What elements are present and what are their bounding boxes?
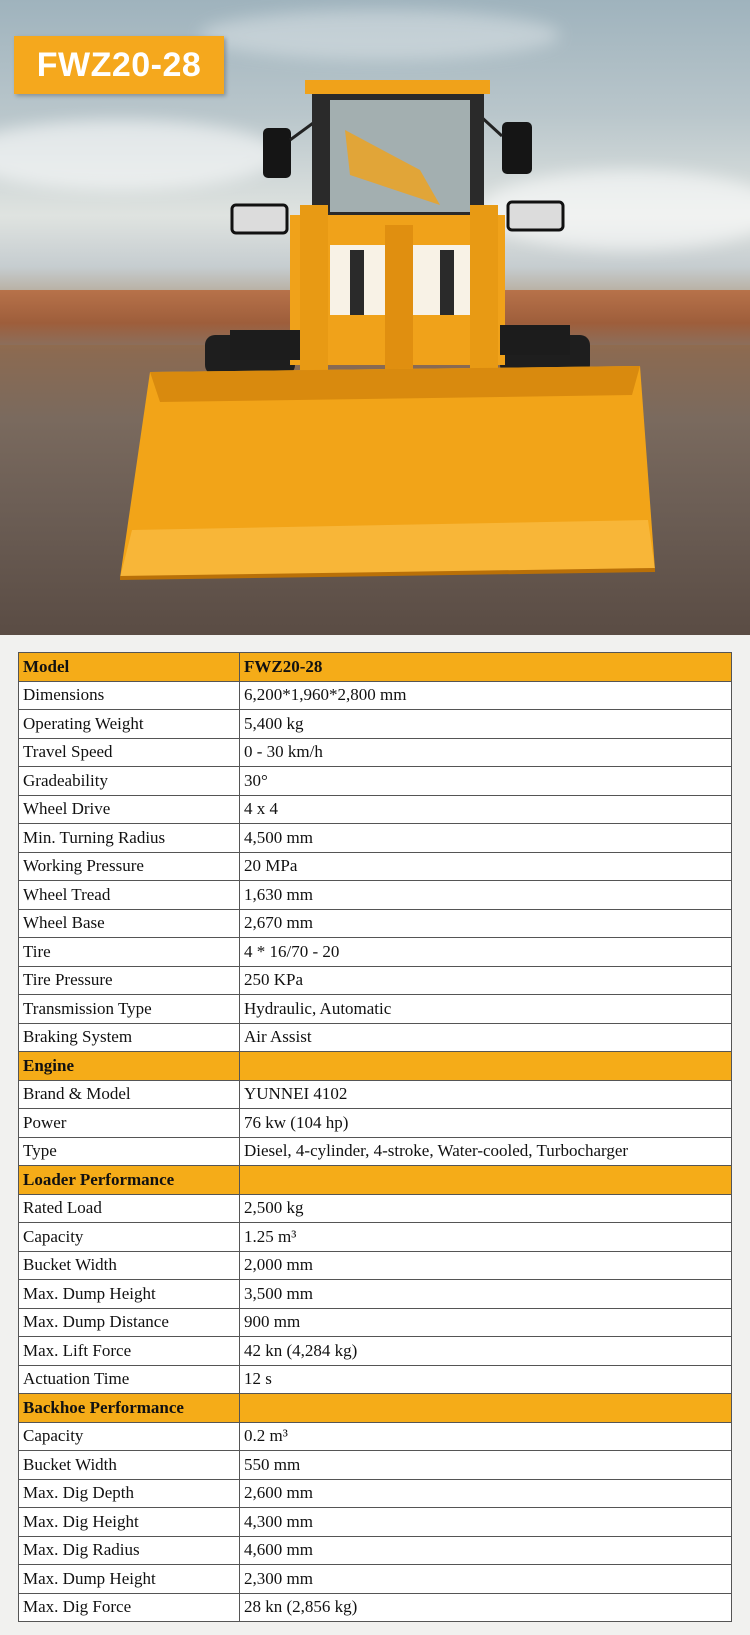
spec-row bbox=[19, 710, 732, 739]
spec-value bbox=[240, 1394, 732, 1423]
spec-row bbox=[19, 1194, 732, 1223]
spec-value: 0 - 30 km/h bbox=[240, 738, 732, 767]
cab-roof bbox=[305, 80, 490, 94]
spec-label: Model bbox=[19, 653, 240, 682]
spec-value bbox=[240, 1166, 732, 1195]
spec-row bbox=[19, 852, 732, 881]
spec-row bbox=[19, 824, 732, 853]
spec-value: 4,600 mm bbox=[240, 1536, 732, 1565]
spec-label: Wheel Tread bbox=[19, 881, 240, 910]
center-link bbox=[385, 225, 413, 370]
spec-value: 0.2 m³ bbox=[240, 1422, 732, 1451]
spec-row bbox=[19, 1280, 732, 1309]
spec-value: 4,500 mm bbox=[240, 824, 732, 853]
spec-value: FWZ20-28 bbox=[240, 653, 732, 682]
spec-row bbox=[19, 681, 732, 710]
spec-value: Diesel, 4-cylinder, 4-stroke, Water-cooled, Turbocharger bbox=[240, 1137, 732, 1166]
spec-value: 550 mm bbox=[240, 1451, 732, 1480]
right-headlight bbox=[508, 202, 563, 230]
spec-value: 4 x 4 bbox=[240, 795, 732, 824]
spec-row bbox=[19, 1251, 732, 1280]
spec-row bbox=[19, 1308, 732, 1337]
spec-table-container bbox=[18, 652, 731, 1622]
spec-label: Min. Turning Radius bbox=[19, 824, 240, 853]
spec-row bbox=[19, 1137, 732, 1166]
spec-value: 2,000 mm bbox=[240, 1251, 732, 1280]
spec-row bbox=[19, 966, 732, 995]
section-title: Loader Performance bbox=[19, 1166, 240, 1195]
spec-label: Max. Lift Force bbox=[19, 1337, 240, 1366]
spec-label: Type bbox=[19, 1137, 240, 1166]
left-mirror bbox=[263, 128, 291, 178]
spec-value: 900 mm bbox=[240, 1308, 732, 1337]
spec-label: Rated Load bbox=[19, 1194, 240, 1223]
spec-value: 42 kn (4,284 kg) bbox=[240, 1337, 732, 1366]
spec-row bbox=[19, 1337, 732, 1366]
section-title: Backhoe Performance bbox=[19, 1394, 240, 1423]
spec-label: Max. Dig Depth bbox=[19, 1479, 240, 1508]
spec-label: Gradeability bbox=[19, 767, 240, 796]
spec-value: YUNNEI 4102 bbox=[240, 1080, 732, 1109]
spec-value: 20 MPa bbox=[240, 852, 732, 881]
spec-row bbox=[19, 909, 732, 938]
spec-label: Bucket Width bbox=[19, 1451, 240, 1480]
spec-row bbox=[19, 1023, 732, 1052]
spec-label: Operating Weight bbox=[19, 710, 240, 739]
spec-label: Power bbox=[19, 1109, 240, 1138]
spec-value: 30° bbox=[240, 767, 732, 796]
spec-value: 12 s bbox=[240, 1365, 732, 1394]
spec-value: Air Assist bbox=[240, 1023, 732, 1052]
spec-value: 3,500 mm bbox=[240, 1280, 732, 1309]
spec-label: Capacity bbox=[19, 1223, 240, 1252]
spec-label: Transmission Type bbox=[19, 995, 240, 1024]
spec-value: 6,200*1,960*2,800 mm bbox=[240, 681, 732, 710]
spec-row bbox=[19, 1080, 732, 1109]
spec-row bbox=[19, 1565, 732, 1594]
lift-arm-left bbox=[300, 205, 328, 370]
spec-label: Wheel Base bbox=[19, 909, 240, 938]
spec-row bbox=[19, 1223, 732, 1252]
spec-label: Brand & Model bbox=[19, 1080, 240, 1109]
spec-value: 2,670 mm bbox=[240, 909, 732, 938]
spec-label: Max. Dump Height bbox=[19, 1565, 240, 1594]
spec-label: Tire Pressure bbox=[19, 966, 240, 995]
section-title: Engine bbox=[19, 1052, 240, 1081]
spec-value: 76 kw (104 hp) bbox=[240, 1109, 732, 1138]
spec-value: 2,300 mm bbox=[240, 1565, 732, 1594]
spec-row bbox=[19, 795, 732, 824]
lift-arm-right bbox=[470, 205, 498, 370]
wheel-loader-illustration bbox=[0, 0, 750, 635]
spec-label: Max. Dump Distance bbox=[19, 1308, 240, 1337]
spec-header-row bbox=[19, 653, 732, 682]
spec-row bbox=[19, 881, 732, 910]
spec-value: Hydraulic, Automatic bbox=[240, 995, 732, 1024]
spec-row bbox=[19, 1451, 732, 1480]
spec-row bbox=[19, 1422, 732, 1451]
spec-label: Max. Dump Height bbox=[19, 1280, 240, 1309]
spec-row bbox=[19, 1536, 732, 1565]
spec-section-row bbox=[19, 1166, 732, 1195]
spec-label: Braking System bbox=[19, 1023, 240, 1052]
spec-table-body bbox=[19, 653, 732, 1622]
spec-label: Capacity bbox=[19, 1422, 240, 1451]
spec-label: Max. Dig Radius bbox=[19, 1536, 240, 1565]
spec-row bbox=[19, 1365, 732, 1394]
spec-label: Tire bbox=[19, 938, 240, 967]
spec-value: 4,300 mm bbox=[240, 1508, 732, 1537]
spec-label: Working Pressure bbox=[19, 852, 240, 881]
spec-row bbox=[19, 1479, 732, 1508]
spec-value: 2,500 kg bbox=[240, 1194, 732, 1223]
model-title-badge: FWZ20-28 bbox=[14, 36, 224, 94]
spec-label: Max. Dig Force bbox=[19, 1593, 240, 1622]
spec-value: 5,400 kg bbox=[240, 710, 732, 739]
spec-section-row bbox=[19, 1052, 732, 1081]
spec-row bbox=[19, 767, 732, 796]
spec-row bbox=[19, 1508, 732, 1537]
spec-section-row bbox=[19, 1394, 732, 1423]
spec-label: Bucket Width bbox=[19, 1251, 240, 1280]
left-headlight bbox=[232, 205, 287, 233]
spec-label: Dimensions bbox=[19, 681, 240, 710]
spec-table bbox=[18, 652, 732, 1622]
spec-row bbox=[19, 995, 732, 1024]
spec-value: 1.25 m³ bbox=[240, 1223, 732, 1252]
spec-row bbox=[19, 1109, 732, 1138]
spec-value: 1,630 mm bbox=[240, 881, 732, 910]
spec-value: 2,600 mm bbox=[240, 1479, 732, 1508]
spec-value: 28 kn (2,856 kg) bbox=[240, 1593, 732, 1622]
spec-row bbox=[19, 938, 732, 967]
spec-label: Max. Dig Height bbox=[19, 1508, 240, 1537]
spec-row bbox=[19, 1593, 732, 1622]
spec-label: Wheel Drive bbox=[19, 795, 240, 824]
spec-label: Travel Speed bbox=[19, 738, 240, 767]
right-mirror bbox=[502, 122, 532, 174]
spec-row bbox=[19, 738, 732, 767]
spec-label: Actuation Time bbox=[19, 1365, 240, 1394]
spec-value: 4 * 16/70 - 20 bbox=[240, 938, 732, 967]
product-hero-image bbox=[0, 0, 750, 635]
spec-value: 250 KPa bbox=[240, 966, 732, 995]
spec-value bbox=[240, 1052, 732, 1081]
